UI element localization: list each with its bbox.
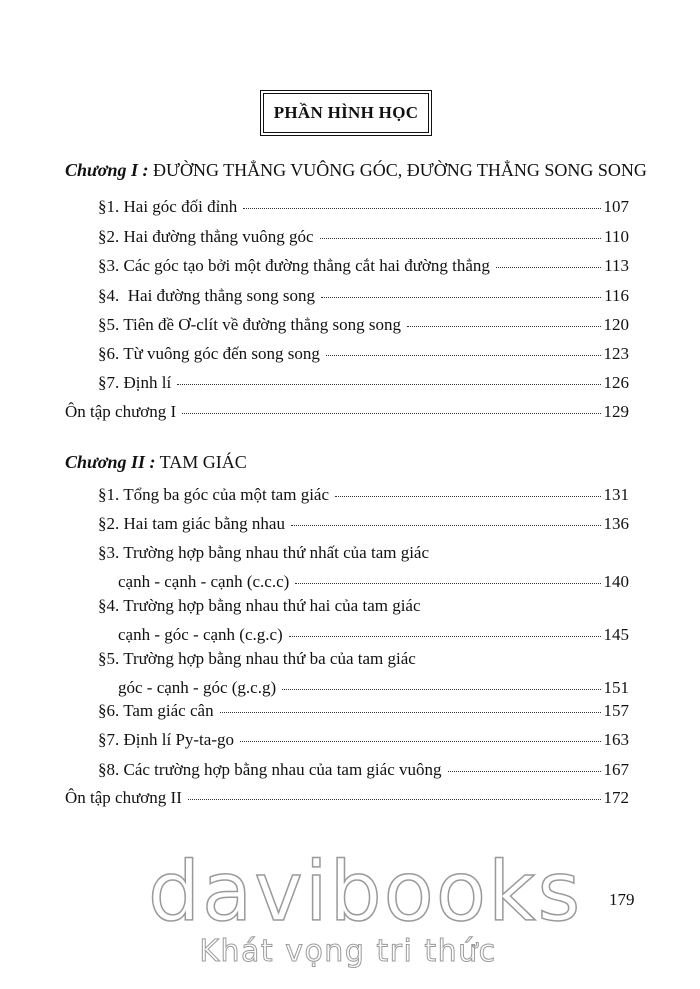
toc-entry-page: 116 <box>604 286 629 305</box>
chapter-2-heading <box>65 452 247 473</box>
toc-entry-title: §1. Hai góc đối đỉnh <box>98 197 238 216</box>
leader-dots <box>188 798 601 800</box>
toc-entry[interactable] <box>98 255 629 277</box>
toc-entry[interactable] <box>98 314 629 336</box>
toc-entry-title: §7. Định lí <box>98 373 172 392</box>
toc-entry[interactable] <box>98 226 629 248</box>
leader-dots <box>291 524 601 526</box>
toc-entry[interactable] <box>98 513 629 535</box>
toc-entry[interactable] <box>98 285 629 307</box>
part-title: PHẦN HÌNH HỌC <box>273 103 419 122</box>
leader-dots <box>177 383 600 385</box>
toc-entry-title: §3. Các góc tạo bởi một đường thẳng cắt hai đường thẳng <box>98 256 490 275</box>
toc-entry-title: §2. Hai tam giác bằng nhau <box>98 514 285 533</box>
leader-dots <box>407 325 601 327</box>
toc-entry-page: 131 <box>603 485 629 504</box>
watermark <box>148 845 583 969</box>
chapter-2-label: Chương II : <box>65 452 156 472</box>
leader-dots <box>496 266 601 268</box>
toc-entry-page: 129 <box>603 402 629 421</box>
watermark-brand: davibooks <box>148 845 583 940</box>
toc-entry-page: 157 <box>603 701 629 720</box>
chapter-2-title: TAM GIÁC <box>159 452 247 472</box>
toc-entry-title: §6. Từ vuông góc đến song song <box>98 344 320 363</box>
toc-entry-title: §2. Hai đường thẳng vuông góc <box>98 227 314 246</box>
toc-entry-page: 107 <box>603 197 629 216</box>
page-number: 179 <box>609 890 635 909</box>
toc-entry[interactable] <box>98 196 629 218</box>
leader-dots <box>220 711 601 713</box>
leader-dots <box>335 495 600 497</box>
toc-entry-title: §5. Trường hợp bằng nhau thứ ba của tam giác <box>98 649 416 668</box>
toc-entry-page: 113 <box>604 256 629 275</box>
leader-dots <box>320 237 602 239</box>
toc-entry[interactable] <box>98 484 629 506</box>
part-title-box <box>263 93 429 133</box>
toc-entry-subtitle: cạnh - cạnh - cạnh (c.c.c) <box>118 572 290 591</box>
toc-entry[interactable] <box>65 787 629 809</box>
toc-entry[interactable] <box>98 542 629 593</box>
toc-entry-title: §5. Tiên đề Ơ-clít về đường thẳng song song <box>98 315 401 334</box>
toc-entry-title: §7. Định lí Py-ta-go <box>98 730 234 749</box>
toc-entry-title: Ôn tập chương II <box>65 788 182 807</box>
toc-entry-title: §3. Trường hợp bằng nhau thứ nhất của tam giác <box>98 543 430 562</box>
toc-entry-page: 120 <box>603 315 629 334</box>
toc-entry-title: §4. Trường hợp bằng nhau thứ hai của tam giác <box>98 596 421 615</box>
leader-dots <box>326 354 601 356</box>
leader-dots <box>282 688 600 690</box>
toc-entry-page: 172 <box>603 788 629 807</box>
toc-entry[interactable] <box>98 372 629 394</box>
toc-entry-page: 136 <box>603 514 629 533</box>
watermark-tagline: Khát vọng tri thức <box>199 934 497 969</box>
toc-entry-subtitle: cạnh - góc - cạnh (c.g.c) <box>118 625 283 644</box>
toc-entry[interactable] <box>65 401 629 423</box>
leader-dots <box>182 412 600 414</box>
toc-entry[interactable] <box>98 648 629 699</box>
toc-entry-page: 126 <box>603 373 629 392</box>
leader-dots <box>295 582 600 584</box>
toc-entry[interactable] <box>98 700 629 722</box>
toc-entry-title: §8. Các trường hợp bằng nhau của tam giác vuông <box>98 760 442 779</box>
toc-entry[interactable] <box>98 343 629 365</box>
toc-entry-title: §4. Hai đường thẳng song song <box>98 286 315 305</box>
toc-entry-page: 163 <box>603 730 629 749</box>
leader-dots <box>289 635 601 637</box>
leader-dots <box>240 740 601 742</box>
toc-entry-page: 110 <box>604 227 629 246</box>
toc-entry[interactable] <box>98 759 629 781</box>
toc-entry-page: 145 <box>603 625 629 644</box>
chapter-1-heading <box>65 160 647 181</box>
toc-entry-title: §6. Tam giác cân <box>98 701 214 720</box>
leader-dots <box>321 296 601 298</box>
toc-entry-page: 123 <box>603 344 629 363</box>
leader-dots <box>448 770 601 772</box>
toc-entry[interactable] <box>98 595 629 646</box>
toc-entry-page: 167 <box>603 760 629 779</box>
chapter-1-title: ĐƯỜNG THẲNG VUÔNG GÓC, ĐƯỜNG THẲNG SONG SONG <box>152 160 647 180</box>
toc-entry-subtitle: góc - cạnh - góc (g.c.g) <box>118 678 277 697</box>
leader-dots <box>243 207 600 209</box>
toc-entry-title: §1. Tổng ba góc của một tam giác <box>98 485 330 504</box>
toc-entry-page: 140 <box>603 572 629 591</box>
toc-entry-page: 151 <box>603 678 629 697</box>
toc-entry-title: Ôn tập chương I <box>65 402 177 421</box>
toc-entry[interactable] <box>98 729 629 751</box>
chapter-1-label: Chương I : <box>65 160 149 180</box>
